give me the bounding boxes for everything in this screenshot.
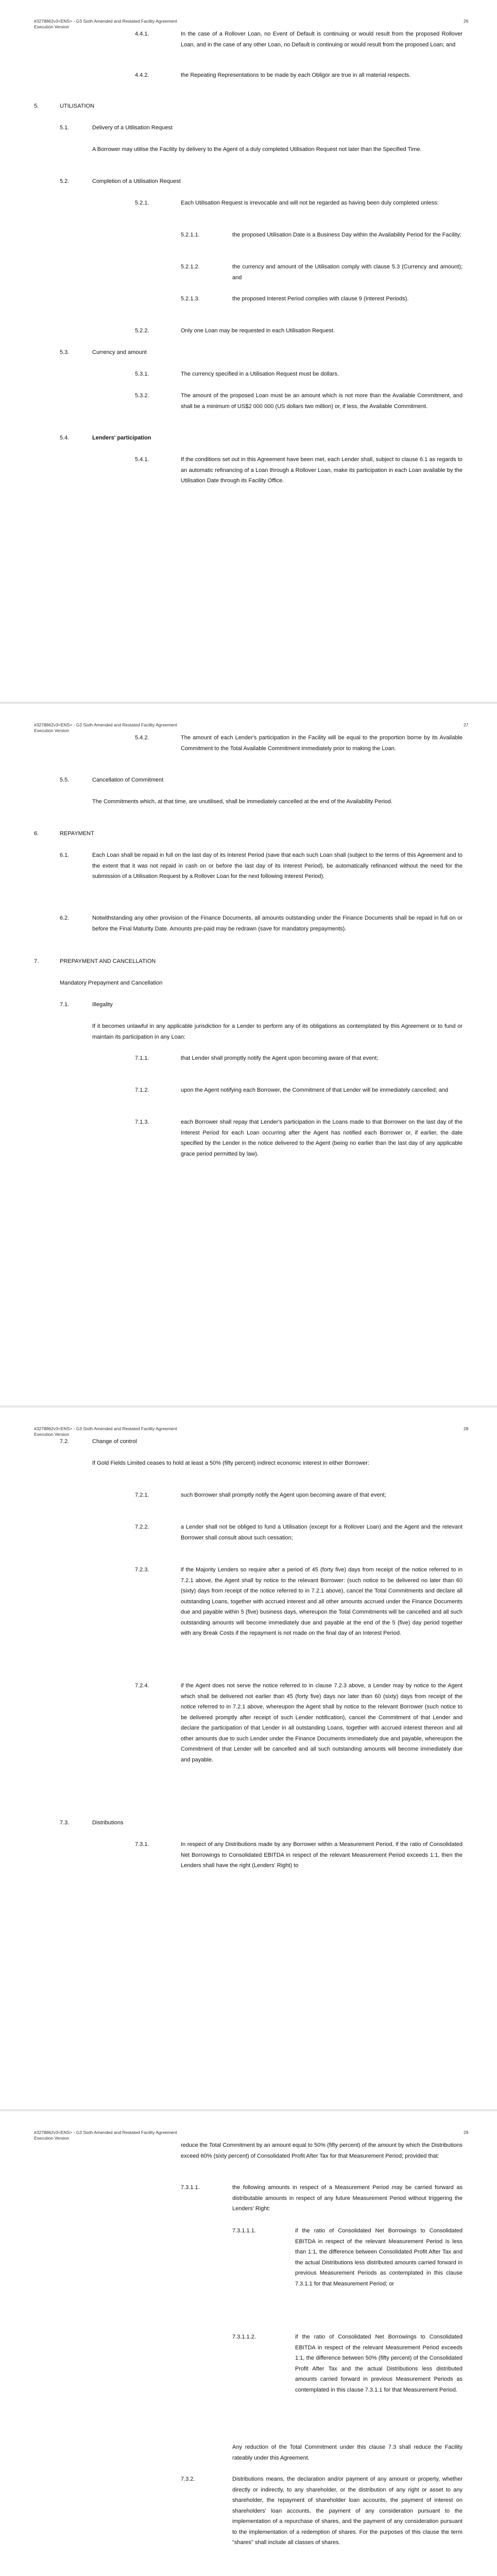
page-number: 26: [464, 19, 469, 24]
clause-heading: Change of control: [92, 1438, 137, 1445]
clause-number: 7.3.2.: [181, 2476, 195, 2482]
clause-number: 6.1.: [60, 852, 70, 858]
page-number: 29: [464, 2130, 469, 2135]
document-page: [0, 0, 497, 702]
clause-text: the proposed Utilisation Date is a Business Day within the Availability Period for the Facility;: [232, 232, 461, 238]
document-version: Execution Version: [34, 24, 70, 29]
clause-heading: Completion of a Utilisation Request: [92, 178, 181, 184]
clause-number: 5.4.: [60, 435, 70, 441]
clause-text: if the Agent does not serve the notice referred to in clause 7.2.3 above, a Lender may by notice to the Agent which shall be delivered not earlier than 45 (forty five) days nor later than 60 (sixty) days from receipt of the notice referred to in 7.2.1 above, whereupon the Agent shall by notice to the relevant Borrower (such notice to be delivered promptly after receipt of such Lender notification), cancel the Commitment of that Lender and declare the participation of that Lender in all outstanding Loans, together with accrued interest thereon and all other amounts due to such Lender under the Finance Documents immediately due and payable, whereupon the Commitment of that Lender will be cancelled and all such outstanding amounts will become immediately due and payable.: [181, 1683, 462, 1763]
clause-text: If it becomes unlawful in any applicable jurisdiction for a Lender to perform any of its obligations as contemplated by this Agreement or to fund or maintain its participation in any Loan:: [92, 1023, 462, 1040]
clause-number: 7.2.4.: [135, 1683, 149, 1689]
clause-number: 5.2.1.2.: [181, 264, 200, 270]
clause-number: 7.3.1.1.: [181, 2184, 200, 2191]
clause-number: 5.3.1.: [135, 371, 149, 377]
document-version: Execution Version: [34, 2136, 70, 2141]
section-heading: UTILISATION: [60, 103, 95, 109]
clause-text: Only one Loan may be requested in each Utilisation Request.: [181, 328, 335, 334]
clause-number: 7.1.1.: [135, 1055, 149, 1061]
clause-text: In the case of a Rollover Loan, no Event of Default is continuing or would result from the proposed Rollover Loan, and in the case of any other Loan, no Default is continuing or would result from the proposed Loan; and: [181, 31, 462, 48]
clause-number: 5.5.: [60, 777, 70, 783]
clause-text: the following amounts in respect of a Measurement Period may be carried forward as distributable amounts in respect of any future Measurement Period without triggering the Lenders' Right:: [232, 2184, 462, 2212]
document-page: [0, 1408, 497, 2109]
clause-text: each Borrower shall repay that Lender's participation in the Loans made to that Borrower on the last day of the Interest Period for each Loan occurring after the Agent has notified each Borrower or, if earlier, the date specified by the Lender in the notice delivered to the Agent (being no earlier than the last day of any applicable grace period permitted by law).: [181, 1119, 462, 1157]
section-heading: PREPAYMENT AND CANCELLATION: [60, 958, 156, 964]
subheading: Mandatory Prepayment and Cancellation: [60, 980, 163, 986]
clause-number: 7.1.: [60, 1002, 70, 1008]
clause-text: that Lender shall promptly notify the Agent upon becoming aware of that event;: [181, 1055, 379, 1061]
clause-number: 5.2.1.: [135, 200, 149, 206]
section-heading: REPAYMENT: [60, 831, 94, 837]
clause-text: the proposed Interest Period complies with clause 9 (Interest Periods).: [232, 296, 409, 302]
document-reference: #3278862v3<ENS> - G3 Sixth Amended and Restated Facility Agreement: [34, 19, 177, 24]
clause-number: 5.2.1.3.: [181, 296, 200, 302]
clause-number: 5.4.2.: [135, 735, 149, 741]
clause-number: 5.2.2.: [135, 328, 149, 334]
clause-heading: Currency and amount: [92, 349, 147, 355]
clause-text: reduce the Total Commitment by an amount equal to 50% (fifty percent) of the amount by which the Distributions exceed 60% (sixty percent) of Consolidated Profit After Tax for that Measurement Period; provided that:: [181, 2142, 462, 2159]
clause-heading: Distributions: [92, 1820, 124, 1826]
clause-number: 7.2.: [60, 1438, 70, 1445]
clause-number: 7.1.2.: [135, 1087, 149, 1093]
clause-text: Each Utilisation Request is irrevocable and will not be regarded as having been duly completed unless:: [181, 200, 439, 206]
clause-text: the currency and amount of the Utilisation comply with clause 5.3 (Currency and amount); and: [232, 264, 462, 281]
page-header: [34, 19, 469, 30]
clause-number: 7.1.3.: [135, 1119, 149, 1125]
document-reference: #3278862v3<ENS> - G3 Sixth Amended and Restated Facility Agreement: [34, 722, 177, 727]
clause-text: Any reduction of the Total Commitment under this clause 7.3 shall reduce the Facility rateably under this Agreement.: [232, 2444, 462, 2461]
section-number: 6.: [34, 831, 39, 837]
clause-number: 7.2.1.: [135, 1492, 149, 1498]
page-header: [34, 1426, 469, 1437]
section-number: 5.: [34, 103, 39, 109]
clause-number: 5.4.1.: [135, 456, 149, 463]
page-header: [34, 722, 469, 734]
clause-number: 7.2.2.: [135, 1524, 149, 1530]
clause-number: 5.3.: [60, 349, 70, 355]
document-version: Execution Version: [34, 728, 70, 733]
clause-number: 7.3.1.1.2.: [232, 2334, 256, 2340]
clause-heading: Cancellation of Commitment: [92, 777, 164, 783]
clause-text: The amount of each Lender's participation in the Facility will be equal to the proportion borne by its Available Commitment to the Total Available Commitment immediately prior to making the Loan.: [181, 735, 462, 752]
section-number: 7.: [34, 958, 39, 964]
clause-text: A Borrower may utilise the Facility by delivery to the Agent of a duly completed Utilisation Request not later than the Specified Time.: [92, 146, 422, 152]
clause-text: the Repeating Representations to be made by each Obligor are true in all material respects.: [181, 72, 411, 78]
clause-text: The amount of the proposed Loan must be an amount which is not more than the Available Commitment, and shall be a minimum of US$2 000 000 (US dollars two million) or, if less, the Available Commitment.: [181, 393, 462, 410]
document-page: [0, 704, 497, 1405]
clause-number: 7.3.: [60, 1820, 70, 1826]
page-header: [34, 2130, 469, 2141]
clause-number: 7.3.1.1.1.: [232, 2228, 256, 2234]
clause-text: such Borrower shall promptly notify the Agent upon becoming aware of that event;: [181, 1492, 386, 1498]
clause-text: upon the Agent notifying each Borrower, the Commitment of that Lender will be immediately cancelled; and: [181, 1087, 449, 1093]
page-number: 27: [464, 722, 469, 727]
clause-text: Each Loan shall be repaid in full on the last day of its Interest Period (save that each such Loan shall (subject to the terms of this Agreement and to the extent that it was not repaid in cash on or before the last day of its Interest Period), be automatically refinanced without the need for the submission of a Utilisation Request by a Rollover Loan for the next following Interest Period).: [92, 852, 462, 879]
document-reference: #3278862v3<ENS> - G3 Sixth Amended and Restated Facility Agreement: [34, 2130, 177, 2135]
clause-number: 7.2.3.: [135, 1567, 149, 1573]
clause-number: 5.3.2.: [135, 393, 149, 399]
clause-number: 4.4.2.: [135, 72, 149, 78]
clause-text: if the ratio of Consolidated Net Borrowings to Consolidated EBITDA in respect of the relevant Measurement Period exceeds 1:1, the difference between 50% (fifty percent) of the Consolidated Profit After Tax and the actual Distributions less distributed amounts carried forward in previous Measurement Periods as contemplated in this clause 7.3.1.1 for that Measurement Period.: [295, 2334, 462, 2393]
clause-text: if the ratio of Consolidated Net Borrowings to Consolidated EBITDA in respect of the relevant Measurement Period is less than 1:1, the difference between Consolidated Profit After Tax and the actual Distributions less distributed amounts carried forward in previous Measurement Periods as contemplated in this clause 7.3.1.1 for that Measurement Period; or: [295, 2228, 462, 2287]
clause-text: The currency specified in a Utilisation Request must be dollars.: [181, 371, 339, 377]
clause-text: If the conditions set out in this Agreement have been met, each Lender shall, subject to clause 6.1 as regards to an automatic refinancing of a Loan through a Rollover Loan, make its participation in each Loan available by the Utilisation Date through its Facility Office.: [181, 456, 462, 484]
clause-number: 5.2.1.1.: [181, 232, 200, 238]
clause-heading: Lenders' participation: [92, 435, 151, 441]
clause-number: 5.1.: [60, 125, 70, 131]
page-number: 28: [464, 1426, 469, 1431]
clause-text: In respect of any Distributions made by any Borrower within a Measurement Period, if the ratio of Consolidated Net Borrowings to Consolidated EBITDA in respect of the relevant Measurement Period exceeds 1:1, then the Lenders shall have the right (Lenders' Right) to: [181, 1841, 462, 1869]
document-version: Execution Version: [34, 1432, 70, 1437]
clause-number: 5.2.: [60, 178, 70, 184]
document-page: [0, 2111, 497, 2576]
clause-text: if the Majority Lenders so require after a period of 45 (forty five) days from receipt of the notice referred to in 7.2.1 above, the Agent shall by notice to the relevant Borrower: (such notice to be delivered no later than 60 (sixty) days from receipt of the notice referred to in 7.2.1 above), cancel the Total Commitments and declare all outstanding Loans, together with accrued interest and all other amounts accrued under the Finance Documents due and payable within 5 (five) business days, whereupon the Total Commitments will be cancelled and all such outstanding amounts will become immediately due and payable at the end of the 5 (five) day period together with any Break Costs if the repayment is not made on the final day of an Interest Period.: [181, 1567, 462, 1636]
clause-number: 7.3.1.: [135, 1841, 149, 1848]
clause-text: Notwithstanding any other provision of the Finance Documents, all amounts outstanding under the Finance Documents shall be repaid in full on or before the Final Maturity Date. Amounts pre-paid may be redrawn (save for mandatory prepayments).: [92, 915, 462, 932]
clause-heading: Illegality: [92, 1002, 113, 1008]
clause-text: If Gold Fields Limited ceases to hold at least a 50% (fifty percent) indirect economic interest in either Borrower:: [92, 1460, 370, 1466]
clause-number: 6.2.: [60, 915, 70, 921]
clause-text: Distributions means, the declaration and/or payment of any amount or property, whether directly or indirectly, to any shareholder, or the distribution of any right or asset to any shareholder, the repayment of shareholder loan accounts, the payment of interest on shareholders' loan accounts, the payment of any consideration pursuant to the implementation of a repurchase of shares, and the payment of any consideration pursuant to the implementation of a redemption of shares. For the purposes of this clause the term "shares" shall include all classes of shares.: [232, 2476, 462, 2546]
clause-number: 4.4.1.: [135, 31, 149, 37]
clause-heading: Delivery of a Utilisation Request: [92, 125, 173, 131]
document-reference: #3278862v3<ENS> - G3 Sixth Amended and Restated Facility Agreement: [34, 1426, 177, 1431]
clause-text: The Commitments which, at that time, are unutilised, shall be immediately cancelled at the end of the Availability Period.: [92, 799, 393, 805]
clause-text: a Lender shall not be obliged to fund a Utilisation (except for a Rollover Loan) and the Agent and the relevant Borrower shall consult about such cessation;: [181, 1524, 462, 1541]
